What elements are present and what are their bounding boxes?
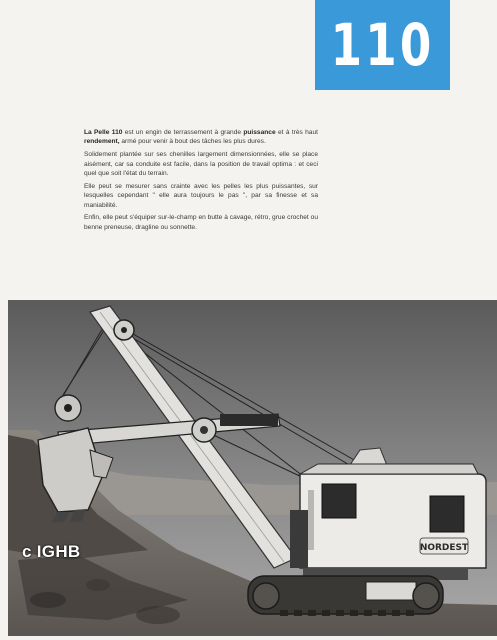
cab-window — [322, 484, 356, 518]
excavator-photo — [8, 300, 497, 636]
paragraph-1-bold-a: puissance — [243, 129, 276, 136]
paragraph-2: Solidement plantée sur ses chenilles largement dimensionnées, elle se place aisément, car sa conduite est facile, dans la position de travail optima : et ceci quel que soit l'état du terrain. — [84, 151, 318, 178]
paragraph-1-text-a: est un engin de terrassement à grande — [122, 129, 244, 136]
paragraph-1-text-b: et à très haut — [275, 129, 318, 136]
brand-plate — [420, 538, 469, 554]
paragraph-4: Enfin, elle peut s'équiper sur-le-champ en butte à cavage, rétro, grue crochet ou benne preneuse, dragline ou sonnette. — [84, 214, 318, 231]
product-name: La Pelle 110 — [84, 129, 123, 136]
paragraph-1-text-c: armé pour venir à bout des tâches les plus dures. — [119, 138, 266, 146]
crawler-tracks — [248, 576, 443, 616]
brand-name: NORDEST — [419, 543, 469, 553]
paragraph-1-bold-b: rendement, — [84, 138, 120, 146]
watermark: c IGHB — [22, 542, 81, 561]
paragraph-1 — [84, 128, 318, 147]
excavator-illustration — [8, 300, 497, 636]
model-number: 110 — [330, 11, 435, 79]
description-text — [84, 128, 318, 236]
paragraph-3: Elle peut se mesurer sans crainte avec les pelles les plus puissantes, sur lesquelles cependant " elle aura toujours le pas ", par sa finesse et sa maniabilité. — [84, 182, 318, 209]
rear-window — [430, 496, 464, 532]
model-badge — [315, 0, 450, 90]
